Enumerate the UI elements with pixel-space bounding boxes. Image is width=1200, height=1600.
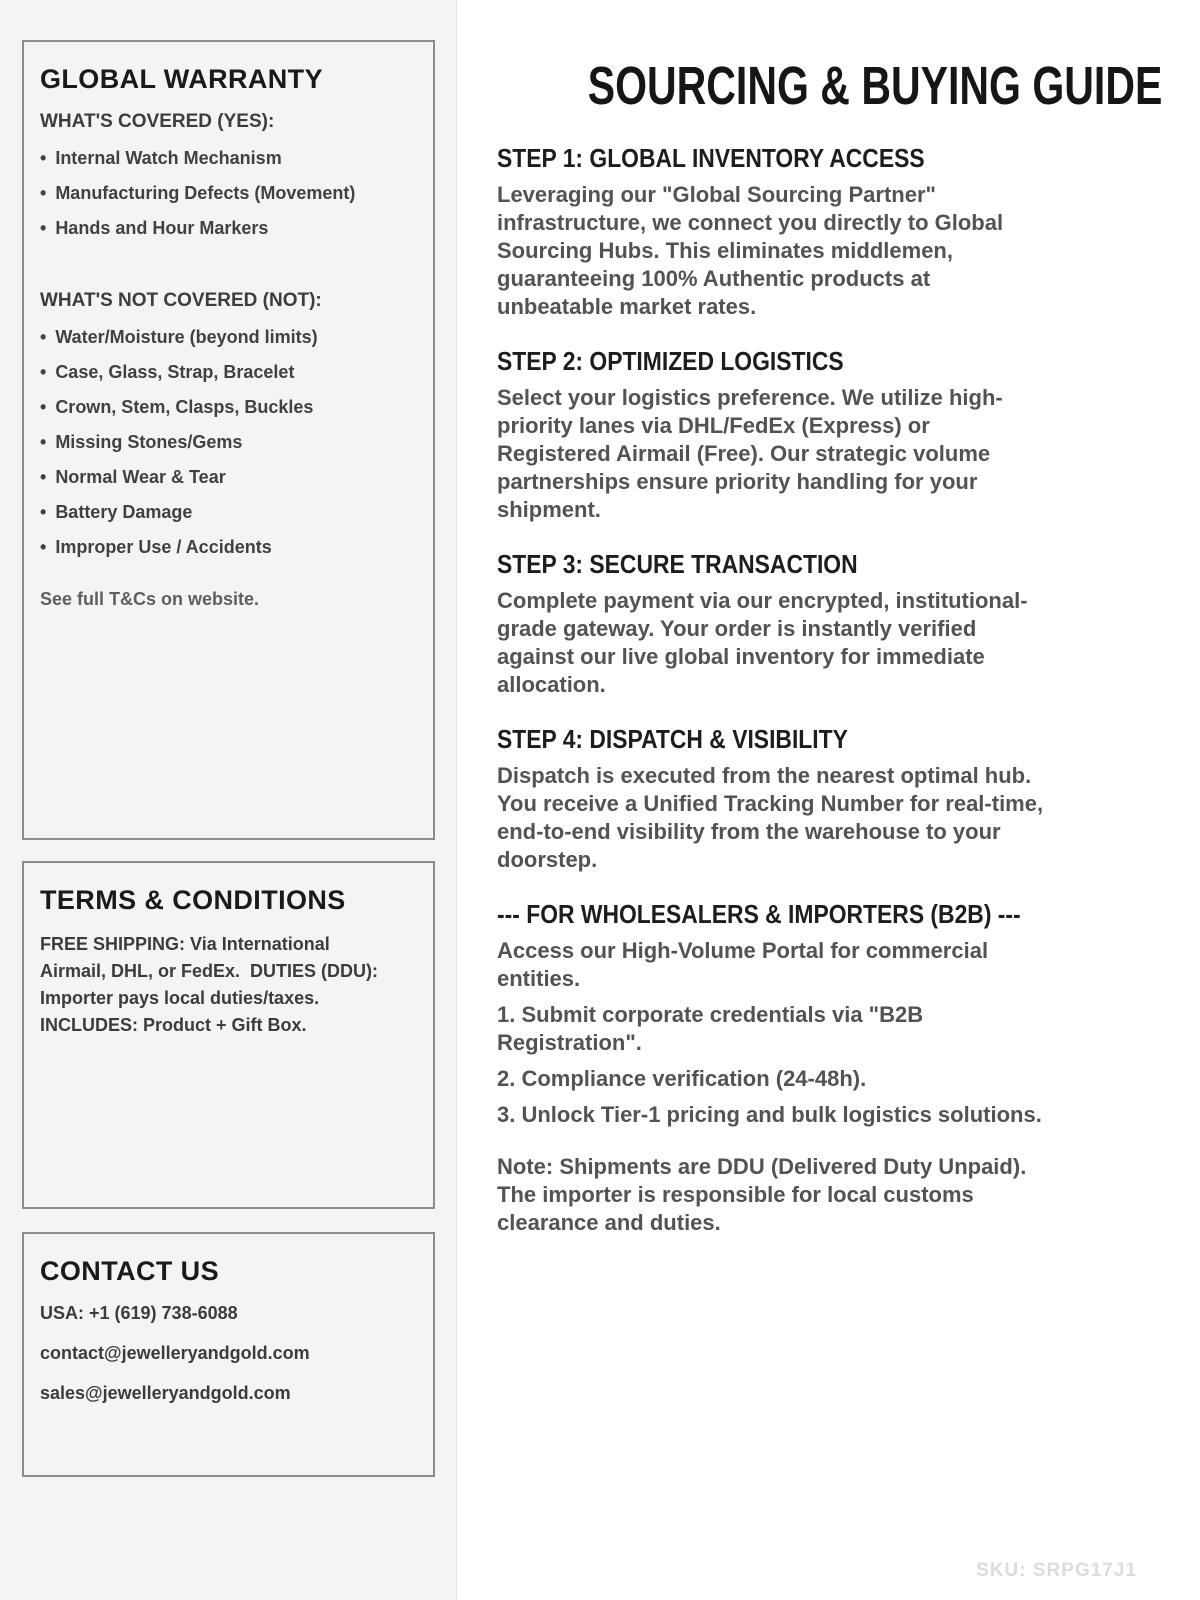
warranty-footnote: See full T&Cs on website.: [40, 589, 260, 609]
not-covered-item-label: Missing Stones/Gems: [55, 432, 243, 452]
sku-label: SKU: SRPG17J1: [976, 1560, 1137, 1581]
bullet-icon: •: [40, 397, 47, 417]
contact-line: USA: +1 (619) 738-6088: [40, 1303, 238, 1323]
not-covered-item-label: Normal Wear & Tear: [55, 467, 226, 487]
step-heading-text: STEP 1: GLOBAL INVENTORY ACCESS: [497, 143, 925, 173]
not-covered-subtitle: WHAT'S NOT COVERED (NOT):: [40, 290, 322, 311]
bullet-icon: •: [40, 148, 47, 168]
step-section: [497, 345, 1160, 524]
not-covered-item: [40, 361, 417, 383]
step-body: Complete payment via our encrypted, institutional-grade gateway. Your order is instantly verified against our live global inventory for immediate allocation.: [497, 588, 1028, 697]
b2b-section: [497, 898, 1160, 1237]
b2b-note: Note: Shipments are DDU (Delivered Duty Unpaid). The importer is responsible for local customs clearance and duties.: [497, 1154, 1027, 1235]
b2b-item: 3. Unlock Tier-1 pricing and bulk logistics solutions.: [497, 1102, 1042, 1127]
contact-title: CONTACT US: [40, 1256, 219, 1286]
covered-item-label: Internal Watch Mechanism: [55, 148, 282, 168]
b2b-intro: Access our High-Volume Portal for commercial entities.: [497, 938, 989, 991]
covered-item: [40, 182, 417, 204]
step-section: [497, 142, 1160, 321]
covered-item: [40, 217, 417, 239]
page-title: [497, 54, 1163, 118]
not-covered-item-label: Improper Use / Accidents: [55, 537, 272, 557]
bullet-icon: •: [40, 327, 47, 347]
terms-title: TERMS & CONDITIONS: [40, 885, 346, 915]
not-covered-list: [40, 326, 417, 558]
not-covered-item: [40, 501, 417, 523]
step-body: Dispatch is executed from the nearest optimal hub. You receive a Unified Tracking Number for real-time, end-to-end visibility from the warehouse to your doorstep.: [497, 763, 1044, 872]
bullet-icon: •: [40, 467, 47, 487]
b2b-item: 1. Submit corporate credentials via "B2B Registration".: [497, 1002, 924, 1055]
contact-line: sales@jewelleryandgold.com: [40, 1383, 291, 1403]
step-heading: [497, 345, 1160, 380]
bullet-icon: •: [40, 502, 47, 522]
not-covered-item: [40, 326, 417, 348]
step-body: Leveraging our "Global Sourcing Partner" infrastructure, we connect you directly to Global Sourcing Hubs. This eliminates middlemen, guaranteeing 100% Authentic products at unbeatable market rates.: [497, 182, 1004, 319]
terms-box: [22, 861, 435, 1209]
contact-lines: [40, 1302, 417, 1404]
warranty-box: [22, 40, 435, 840]
sidebar: [0, 0, 457, 1600]
step-body: Select your logistics preference. We utilize high-priority lanes via DHL/FedEx (Express) or Registered Airmail (Free). Our strategic volume partnerships ensure priority handling for your shipment.: [497, 385, 1003, 522]
b2b-heading-text: --- FOR WHOLESALERS & IMPORTERS (B2B) ---: [497, 899, 1021, 929]
main-content: [457, 0, 1200, 1237]
step-heading-text: STEP 3: SECURE TRANSACTION: [497, 549, 858, 579]
bullet-icon: •: [40, 432, 47, 452]
step-section: [497, 548, 1160, 699]
warranty-title: GLOBAL WARRANTY: [40, 64, 323, 94]
not-covered-item: [40, 536, 417, 558]
step-heading: [497, 723, 1160, 758]
covered-subtitle: WHAT'S COVERED (YES):: [40, 111, 275, 132]
step-heading-text: STEP 2: OPTIMIZED LOGISTICS: [497, 346, 844, 376]
bullet-icon: •: [40, 218, 47, 238]
b2b-items: [497, 1001, 1160, 1129]
main-column: [457, 0, 1200, 1600]
covered-list: [40, 147, 417, 239]
step-heading: [497, 142, 1160, 177]
step-section: [497, 723, 1160, 874]
not-covered-item: [40, 431, 417, 453]
not-covered-item: [40, 466, 417, 488]
contact-line: contact@jewelleryandgold.com: [40, 1343, 310, 1363]
covered-item: [40, 147, 417, 169]
covered-item-label: Manufacturing Defects (Movement): [55, 183, 356, 203]
b2b-heading: [497, 898, 1160, 933]
steps: [497, 142, 1160, 874]
not-covered-item-label: Case, Glass, Strap, Bracelet: [55, 362, 295, 382]
step-heading: [497, 548, 1160, 583]
bullet-icon: •: [40, 183, 47, 203]
not-covered-item: [40, 396, 417, 418]
not-covered-item-label: Water/Moisture (beyond limits): [55, 327, 318, 347]
not-covered-item-label: Crown, Stem, Clasps, Buckles: [55, 397, 314, 417]
b2b-item: 2. Compliance verification (24-48h).: [497, 1066, 867, 1091]
terms-body: FREE SHIPPING: Via International Airmail, DHL, or FedEx. DUTIES (DDU): Importer pays local duties/taxes. INCLUDES: Product + Gift Box.: [40, 934, 384, 1035]
contact-box: [22, 1232, 435, 1477]
covered-item-label: Hands and Hour Markers: [55, 218, 269, 238]
step-heading-text: STEP 4: DISPATCH & VISIBILITY: [497, 724, 848, 754]
page-title-text: SOURCING & BUYING GUIDE: [587, 56, 1163, 116]
bullet-icon: •: [40, 537, 47, 557]
bullet-icon: •: [40, 362, 47, 382]
not-covered-item-label: Battery Damage: [55, 502, 193, 522]
